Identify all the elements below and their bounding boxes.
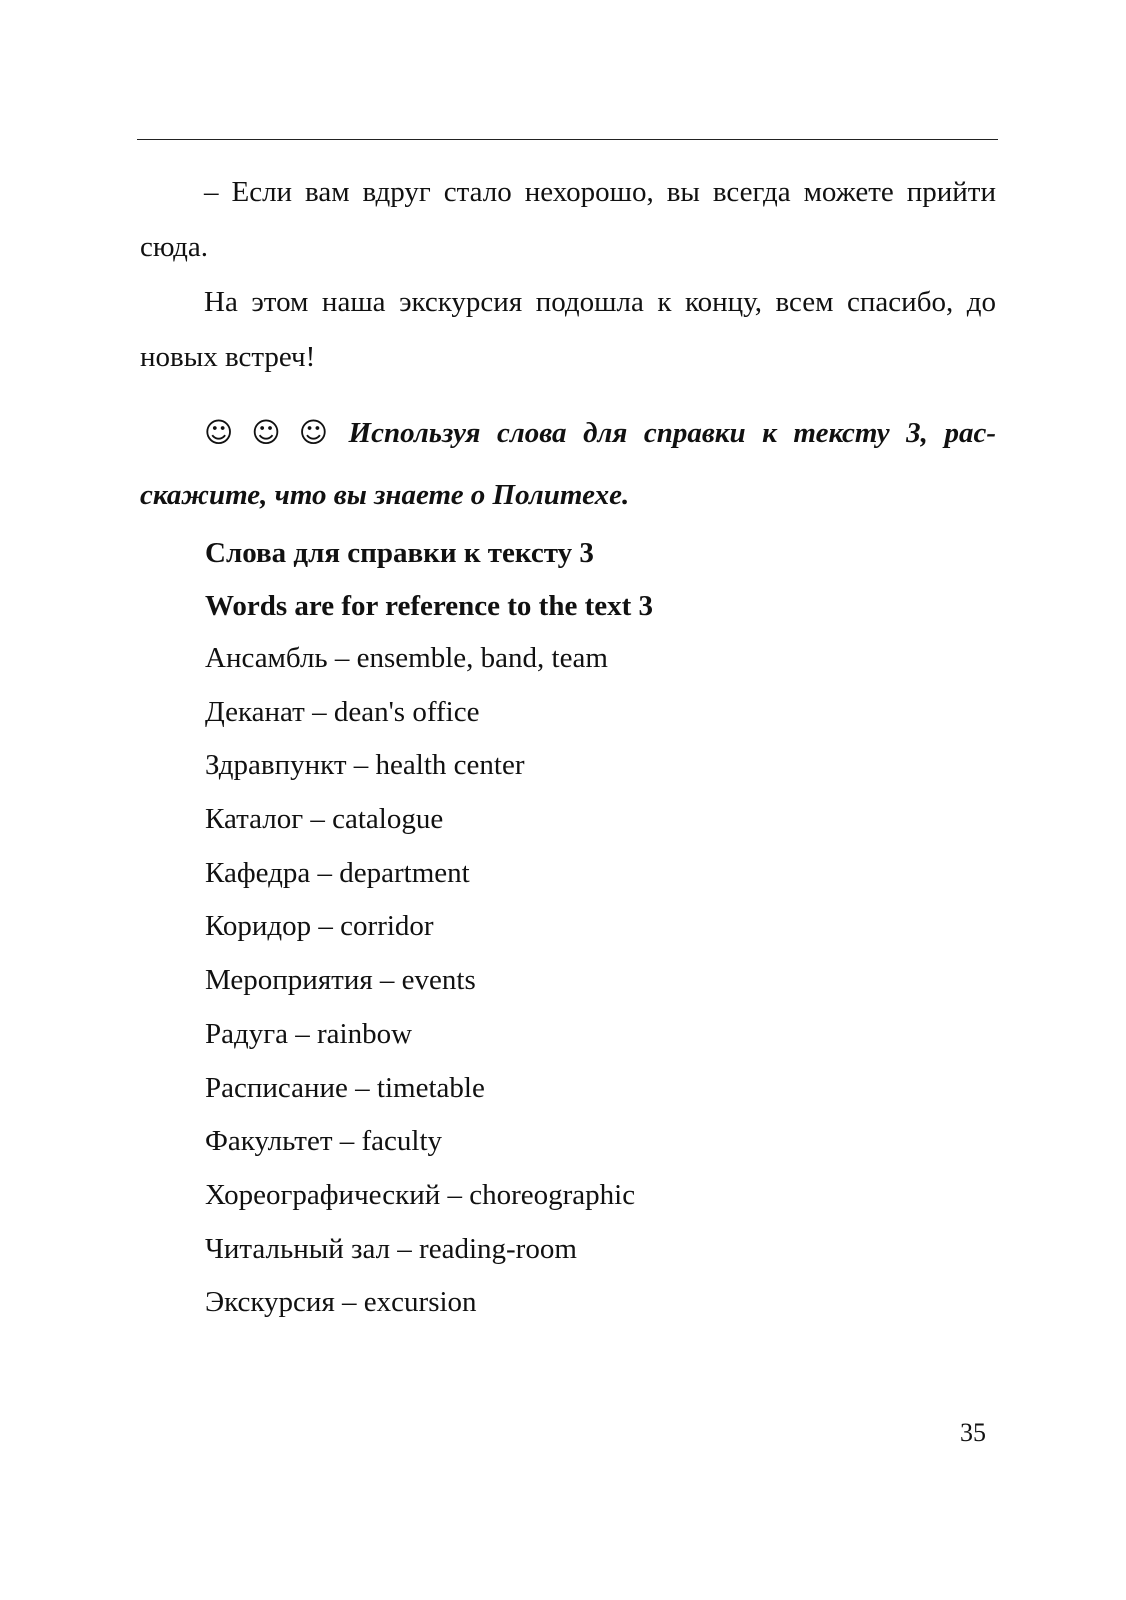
task-text: Используя слова для справки к тексту 3, расскажите, что вы знаете о Политехе. xyxy=(140,417,997,511)
header-rule xyxy=(137,139,998,140)
smiley-icons: ☺ ☺ ☺ xyxy=(204,416,328,449)
vocabulary-item: Мероприятия – events xyxy=(205,964,476,997)
vocabulary-heading-en: Words are for reference to the text 3 xyxy=(205,590,653,622)
vocabulary-item: Расписание – timetable xyxy=(205,1071,485,1104)
vocabulary-list xyxy=(205,640,635,1338)
vocabulary-item: Коридор – corridor xyxy=(205,910,434,943)
task-instruction xyxy=(140,402,996,526)
vocabulary-item: Факультет – faculty xyxy=(205,1125,443,1158)
vocabulary-item: Хореографический – choreographic xyxy=(205,1178,636,1211)
page-number: 35 xyxy=(960,1418,986,1447)
vocabulary-item: Деканат – dean's office xyxy=(205,695,480,728)
vocabulary-item: Радуга – rainbow xyxy=(205,1017,413,1050)
vocabulary-item: Здравпункт – health center xyxy=(205,749,525,782)
vocabulary-item: Ансамбль – ensemble, band, team xyxy=(205,642,608,674)
vocabulary-item: Каталог – catalogue xyxy=(205,803,444,836)
paragraph-second: На этом наша экскурсия подошла к концу, всем спасибо, до новых встреч! xyxy=(140,286,996,373)
vocabulary-item: Кафедра – department xyxy=(205,856,470,889)
paragraph-first: – Если вам вдруг стало нехорошо, вы всегда можете прийти сюда. xyxy=(140,176,996,263)
vocabulary-item: Читальный зал – reading-room xyxy=(205,1232,577,1265)
vocabulary-heading-ru: Слова для справки к тексту 3 xyxy=(205,537,594,569)
vocabulary-item: Экскурсия – excursion xyxy=(205,1286,477,1319)
